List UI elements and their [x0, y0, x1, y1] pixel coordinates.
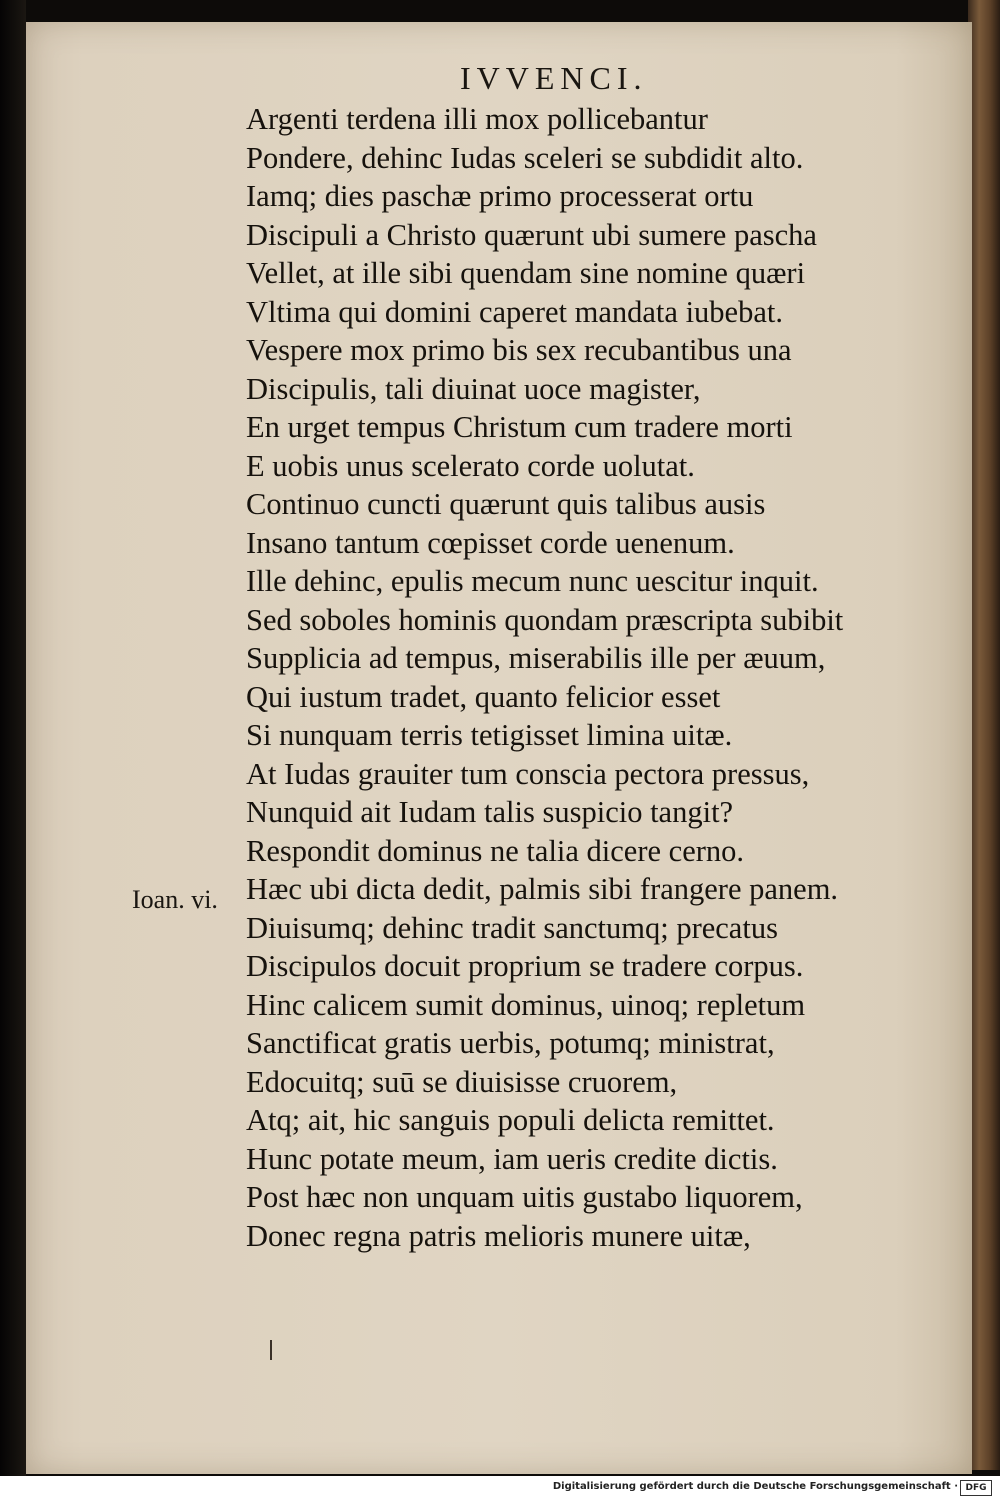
verse-line: Hunc potate meum, iam ueris credite dictis. [246, 1141, 778, 1176]
stray-mark [270, 1340, 272, 1360]
verse-line: Discipuli a Christo quærunt ubi sumere pascha [246, 217, 817, 252]
verse-line: En urget tempus Christum cum tradere morti [246, 410, 793, 444]
verse-line: Iamq; dies paschæ primo processerat ortu [246, 179, 754, 213]
verse-line: At Iudas grauiter tum conscia pectora pressus, [246, 756, 810, 791]
verse-line: E uobis unus scelerato corde uolutat. [246, 448, 695, 483]
verse-line: Vespere mox primo bis sex recubantibus una [246, 333, 792, 367]
verse-line: Sed soboles hominis quondam præscripta subibit [246, 602, 844, 637]
verse-line: Hinc calicem sumit dominus, uinoq; repletum [246, 987, 806, 1022]
verse-line: Supplicia ad tempus, miserabilis ille per æuum, [246, 641, 826, 675]
marginal-note: Ioan. vi. [132, 885, 218, 914]
dfg-logo: DFG [960, 1480, 992, 1496]
footer-credit: Digitalisierung gefördert durch die Deutsche Forschungsgemeinschaft · [552, 1481, 958, 1492]
verse-line: Respondit dominus ne talia dicere cerno. [246, 833, 745, 868]
verse-line: Sanctificat gratis uerbis, potumq; ministrat, [246, 1026, 775, 1060]
verse-line: Qui iustum tradet, quanto felicior esset [246, 679, 721, 714]
verse-line: Vltima qui domini caperet mandata iubebat. [246, 294, 783, 329]
verse-line: Discipulis, tali diuinat uoce magister, [246, 371, 701, 406]
verse-line: Diuisumq; dehinc tradit sanctumq; precatus [246, 910, 778, 945]
book-spine-edge [968, 0, 1000, 1470]
verse-line: Edocuitq; suū se diuisisse cruorem, [246, 1064, 678, 1099]
verse-line: Ille dehinc, epulis mecum nunc uescitur inquit. [246, 564, 819, 598]
verse-line: Pondere, dehinc Iudas sceleri se subdidit alto. [246, 140, 804, 175]
verse-line: Nunquid ait Iudam talis suspicio tangit? [246, 795, 734, 829]
verse-line: Insano tantum cœpisset corde uenenum. [246, 525, 735, 560]
verse-text [246, 100, 946, 1255]
running-head: IVVENCI. [460, 60, 648, 96]
verse-line: Argenti terdena illi mox pollicebantur [246, 102, 708, 136]
verse-line: Donec regna patris melioris munere uitæ, [246, 1218, 751, 1253]
verse-line: Hæc ubi dicta dedit, palmis sibi frangere panem. [246, 872, 839, 906]
verse-line: Post hæc non unquam uitis gustabo liquorem, [246, 1180, 803, 1214]
verse-line: Vellet, at ille sibi quendam sine nomine quæri [246, 256, 806, 290]
verse-line: Atq; ait, hic sanguis populi delicta remittet. [246, 1103, 775, 1137]
verse-line: Si nunquam terris tetigisset limina uitæ. [246, 718, 733, 752]
verse-line: Continuo cuncti quærunt quis talibus ausis [246, 487, 766, 521]
scan-left-edge [0, 0, 26, 1499]
verse-line: Discipulos docuit proprium se tradere corpus. [246, 949, 804, 983]
